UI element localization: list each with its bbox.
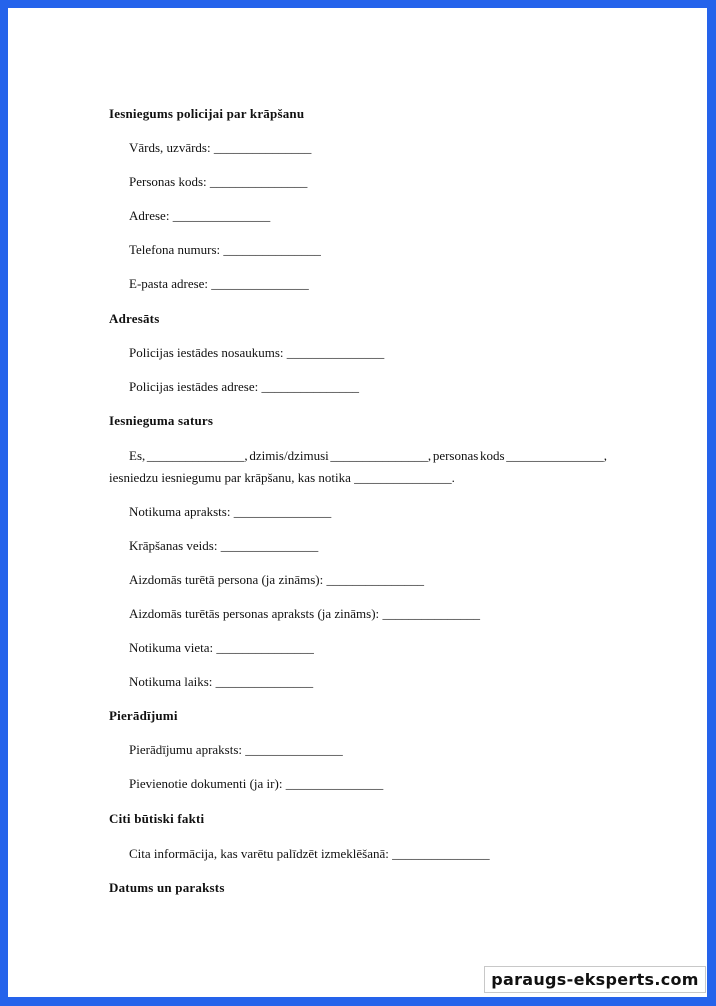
field-label: Telefona numurs: <box>129 242 221 257</box>
blank-line: _______________ <box>286 345 385 360</box>
field-incident-description <box>129 504 331 520</box>
blank-line: _______________ <box>213 140 312 155</box>
blank-line: _______________ <box>215 674 314 689</box>
blank-line: _______________, <box>330 448 432 463</box>
field-phone <box>129 242 321 258</box>
field-label: Krāpšanas veids: <box>129 538 218 553</box>
field-incident-place <box>129 640 314 656</box>
blank-line: _______________ <box>211 276 309 291</box>
paragraph-line-1 <box>109 445 607 467</box>
field-police-name <box>129 345 384 361</box>
blank-line: _______________ <box>209 174 308 189</box>
paragraph-word: kods <box>479 448 505 463</box>
blank-line: _______________, <box>506 448 607 463</box>
field-incident-time <box>129 674 313 690</box>
field-label: Policijas iestādes adrese: <box>129 379 259 394</box>
field-label: Policijas iestādes nosaukums: <box>129 345 284 360</box>
field-label: Pievienotie dokumenti (ja ir): <box>129 776 283 791</box>
field-name <box>129 140 311 156</box>
field-police-address <box>129 379 359 395</box>
section-heading-content: Iesnieguma saturs <box>109 413 214 428</box>
field-label: Aizdomās turētās personas apraksts (ja zināms): <box>129 606 380 621</box>
blank-line: _______________ <box>392 846 490 861</box>
field-label: Vārds, uzvārds: <box>129 140 211 155</box>
field-label: Personas kods: <box>129 174 207 189</box>
statement-paragraph <box>109 445 607 489</box>
section-heading-addressee: Adresāts <box>109 311 160 326</box>
paragraph-line-2: iesniedzu iesniegumu par krāpšanu, kas notika _______________. <box>109 470 455 485</box>
blank-line: _______________ <box>223 242 321 257</box>
field-evidence-description <box>129 742 343 758</box>
blank-line: _______________ <box>216 640 314 655</box>
document-page <box>8 8 707 997</box>
section-heading-other-facts: Citi būtiski fakti <box>109 811 205 826</box>
blank-line: _______________ <box>326 572 424 587</box>
paragraph-word: dzimis/dzimusi <box>249 448 329 463</box>
blank-line: _______________ <box>233 504 332 519</box>
field-fraud-type <box>129 538 318 554</box>
field-label: E-pasta adrese: <box>129 276 209 291</box>
field-label: Notikuma laiks: <box>129 674 213 689</box>
blank-line: _______________ <box>172 208 271 223</box>
blank-line: _______________ <box>245 742 343 757</box>
blank-line: _______________ <box>382 606 480 621</box>
field-label: Notikuma vieta: <box>129 640 214 655</box>
field-label: Aizdomās turētā persona (ja zināms): <box>129 572 324 587</box>
section-heading-signature: Datums un paraksts <box>109 880 225 895</box>
field-label: Cita informācija, kas varētu palīdzēt izmeklēšanā: <box>129 846 389 861</box>
paragraph-word: personas <box>432 448 479 463</box>
field-email <box>129 276 309 292</box>
blank-line: _______________, <box>146 448 248 463</box>
field-suspect <box>129 572 424 588</box>
field-label: Pierādījumu apraksts: <box>129 742 243 757</box>
section-heading-evidence: Pierādījumi <box>109 708 178 723</box>
document-title: Iesniegums policijai par krāpšanu <box>109 106 305 121</box>
paragraph-word: Es, <box>129 448 146 463</box>
watermark: paraugs-eksperts.com <box>484 966 706 993</box>
field-other-info <box>129 846 490 862</box>
field-address <box>129 208 270 224</box>
field-attached-documents <box>129 776 383 792</box>
field-label: Notikuma apraksts: <box>129 504 231 519</box>
blank-line: _______________ <box>261 379 359 394</box>
field-personal-code <box>129 174 307 190</box>
blank-line: _______________ <box>285 776 384 791</box>
field-label: Adrese: <box>129 208 170 223</box>
field-suspect-description <box>129 606 480 622</box>
blank-line: _______________ <box>220 538 319 553</box>
